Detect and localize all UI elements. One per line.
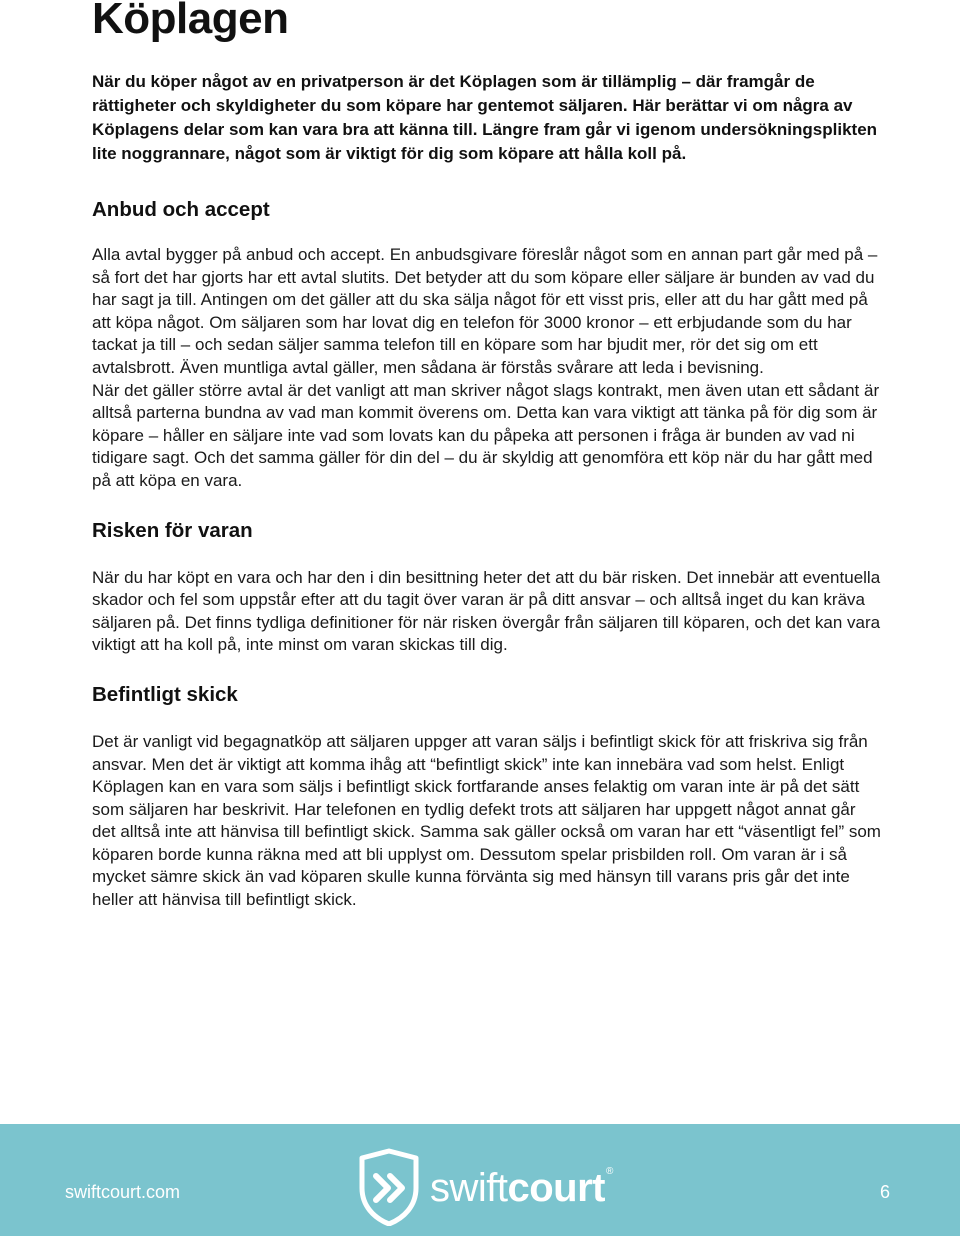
footer-url: swiftcourt.com [65, 1182, 181, 1202]
section-heading: Risken för varan [92, 518, 253, 542]
section-body [92, 244, 882, 493]
section-heading: Befintligt skick [92, 682, 238, 706]
page-number: 6 [879, 1182, 890, 1202]
intro-paragraph: När du köper något av en privatperson är det Köplagen som är tillämplig – där framgår de rättigheter och skyldigheter du som köpare har gentemot säljaren. Här berättar vi om några av Köplagens delar som kan vara bra att känna till. Längre fram går vi igenom undersökningsplikten lite noggrannare, något som är viktigt för dig som köpare att hålla koll på. [92, 72, 878, 163]
section-risken-for-varan [92, 517, 882, 657]
page-title: Köplagen [92, 0, 289, 43]
section-body [92, 731, 882, 912]
section-heading: Anbud och accept [92, 198, 270, 221]
section-body [92, 567, 882, 657]
section-befintligt-skick [92, 681, 882, 912]
logo-text-bold: court [507, 1166, 605, 1210]
logo-text-light: swift [430, 1166, 508, 1210]
logo-wordmark [430, 1166, 613, 1211]
swiftcourt-logo [358, 1148, 618, 1226]
shield-logo-icon [358, 1148, 420, 1226]
section-paragraph: Det är vanligt vid begagnatköp att säljaren uppger att varan säljs i befintligt skick för att friskriva sig från ansvar. Men det är viktigt att komma ihåg att “befintligt skick” inte kan innebära vad som helst. Enligt Köplagen kan en vara som säljs i befintligt skick fortfarande anses felaktig om varan inte är på det sätt som säljaren har beskrivit. Har telefonen en tydlig defekt trots att säljaren har uppgett något annat går det alltså inte att hänvisa till befintligt skick. Samma sak gäller också om varan har ett “väsentligt fel” som köparen borde kunna räkna med att bli upplyst om. Dessutom spelar prisbilden roll. Om varan är i så mycket sämre skick än vad köparen skulle kunna förvänta sig med hänsyn till varans pris går det inte heller att hänvisa till befintligt skick. [92, 731, 881, 910]
document-body [92, 70, 882, 912]
section-paragraph: När det gäller större avtal är det vanligt att man skriver något slags kontrakt, men även utan ett sådant är alltså parterna bundna av vad man kommit överens om. Detta kan vara viktigt att tänka på för dig som är köpare – håller en säljare inte vad som lovats kan du påpeka att personen i fråga är bunden av vad ni tidigare sagt. Och det samma gäller för din del – du är skyldig att genomföra ett köp när du har gått med på att köpa en vara. [92, 380, 880, 490]
page-footer [0, 1124, 960, 1236]
registered-mark: ® [606, 1166, 613, 1177]
section-paragraph: Alla avtal bygger på anbud och accept. En anbudsgivare föreslår något som en annan part går med på – så fort det har gjorts har ett avtal slutits. Det betyder att du som köpare eller säljare är bunden av vad du har sagt ja till. Antingen om det gäller att du ska sälja något för ett visst pris, eller att du har gått med på att köpa något. Om säljaren som har lovat dig en telefon för 3000 kronor – ett erbjudande som du har tackat ja till – och sedan säljer samma telefon till en köpare som har bjudit mer, rör det sig om ett avtalsbrott. Även muntliga avtal gäller, men sådana är förstås svårare att leda i bevisning. [92, 245, 878, 377]
section-paragraph: När du har köpt en vara och har den i din besittning heter det att du bär risken. Det innebär att eventuella skador och fel som uppstår efter att du tagit över varan är på ditt ansvar – och alltså inget du kan kräva säljaren på. Det finns tydliga definitioner för när risken övergår från säljaren till köparen, och det kan vara viktigt att ha koll på, inte minst om varan skickas till dig. [92, 567, 881, 655]
section-anbud-och-accept [92, 196, 882, 493]
